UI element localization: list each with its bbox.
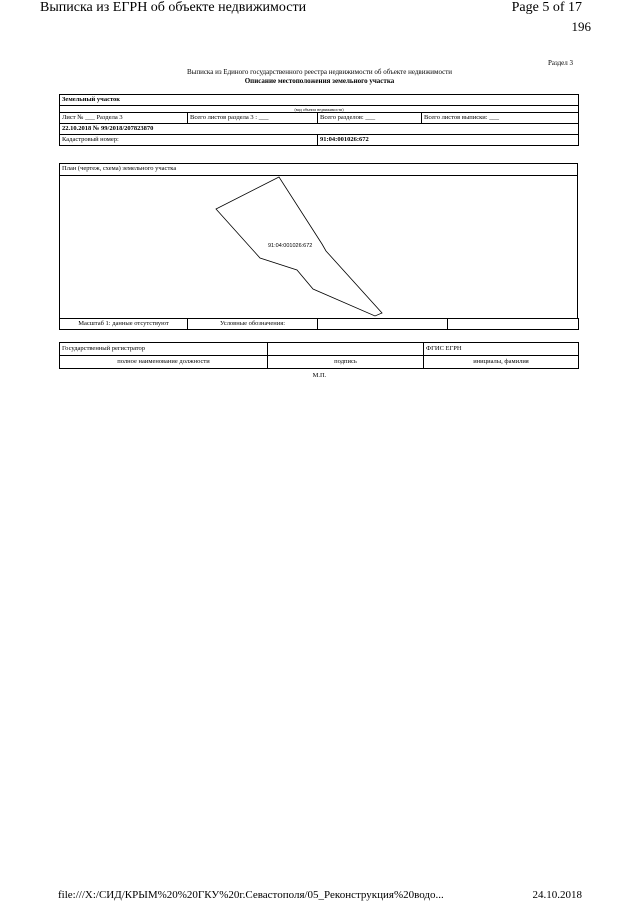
- cadastral-label: Кадастровый номер:: [60, 135, 318, 146]
- org-label: ФГИС ЕГРН: [424, 343, 579, 356]
- document-title: [0, 68, 639, 86]
- footer-path: file:///X:/СИД/КРЫМ%20%20ГКУ%20г.Севастополя/05_Реконструкция%20водо...: [58, 889, 444, 901]
- parcel-label: 91:04:001026:672: [268, 243, 313, 249]
- sheet-cell: Лист № ___ Раздела 3: [60, 113, 188, 124]
- plan-scale: Масштаб 1: данные отсутствуют: [60, 319, 188, 330]
- legend-cell-1: [318, 319, 448, 330]
- total-sheets-extract: Всего листов выписки: ___: [422, 113, 579, 124]
- total-sheets-section: Всего листов раздела 3 : ___: [188, 113, 318, 124]
- object-type-caption: (вид объекта недвижимости): [60, 106, 579, 113]
- plan-box: [59, 163, 578, 319]
- caption-name: инициалы, фамилия: [424, 356, 579, 369]
- seal-label: М.П.: [312, 372, 327, 379]
- cadastral-value: 91:04:001026:672: [318, 135, 579, 146]
- footer-date: 24.10.2018: [532, 889, 582, 901]
- legend-label: Условные обозначения:: [188, 319, 318, 330]
- parcel-drawing: [60, 164, 577, 319]
- plan-title: План (чертеж, схема) земельного участка: [62, 165, 177, 172]
- page-indicator: Page 5 of 17: [511, 0, 582, 15]
- document-title-line1: Выписка из Единого государственного реестра недвижимости об объекте недвижимости: [186, 68, 453, 76]
- legend-cell-2: [448, 319, 579, 330]
- registrar-label: Государственный регистратор: [60, 343, 268, 356]
- sheet-number: 196: [571, 19, 591, 34]
- object-type: Земельный участок: [60, 95, 579, 106]
- document-title-line2: Описание местоположения земельного участка: [244, 77, 395, 85]
- caption-signature: подпись: [268, 356, 424, 369]
- signature-blank: [268, 343, 424, 356]
- total-sections: Всего разделов: ___: [318, 113, 422, 124]
- section-label: Раздел 3: [547, 59, 573, 67]
- caption-position: полное наименование должности: [60, 356, 268, 369]
- signature-table: [59, 342, 579, 369]
- plan-legend-table: [59, 318, 579, 330]
- object-info-table: [59, 94, 579, 146]
- header-title: Выписка из ЕГРН об объекте недвижимости: [40, 0, 307, 15]
- date-number: 22.10.2018 № 99/2018/207823870: [60, 124, 579, 135]
